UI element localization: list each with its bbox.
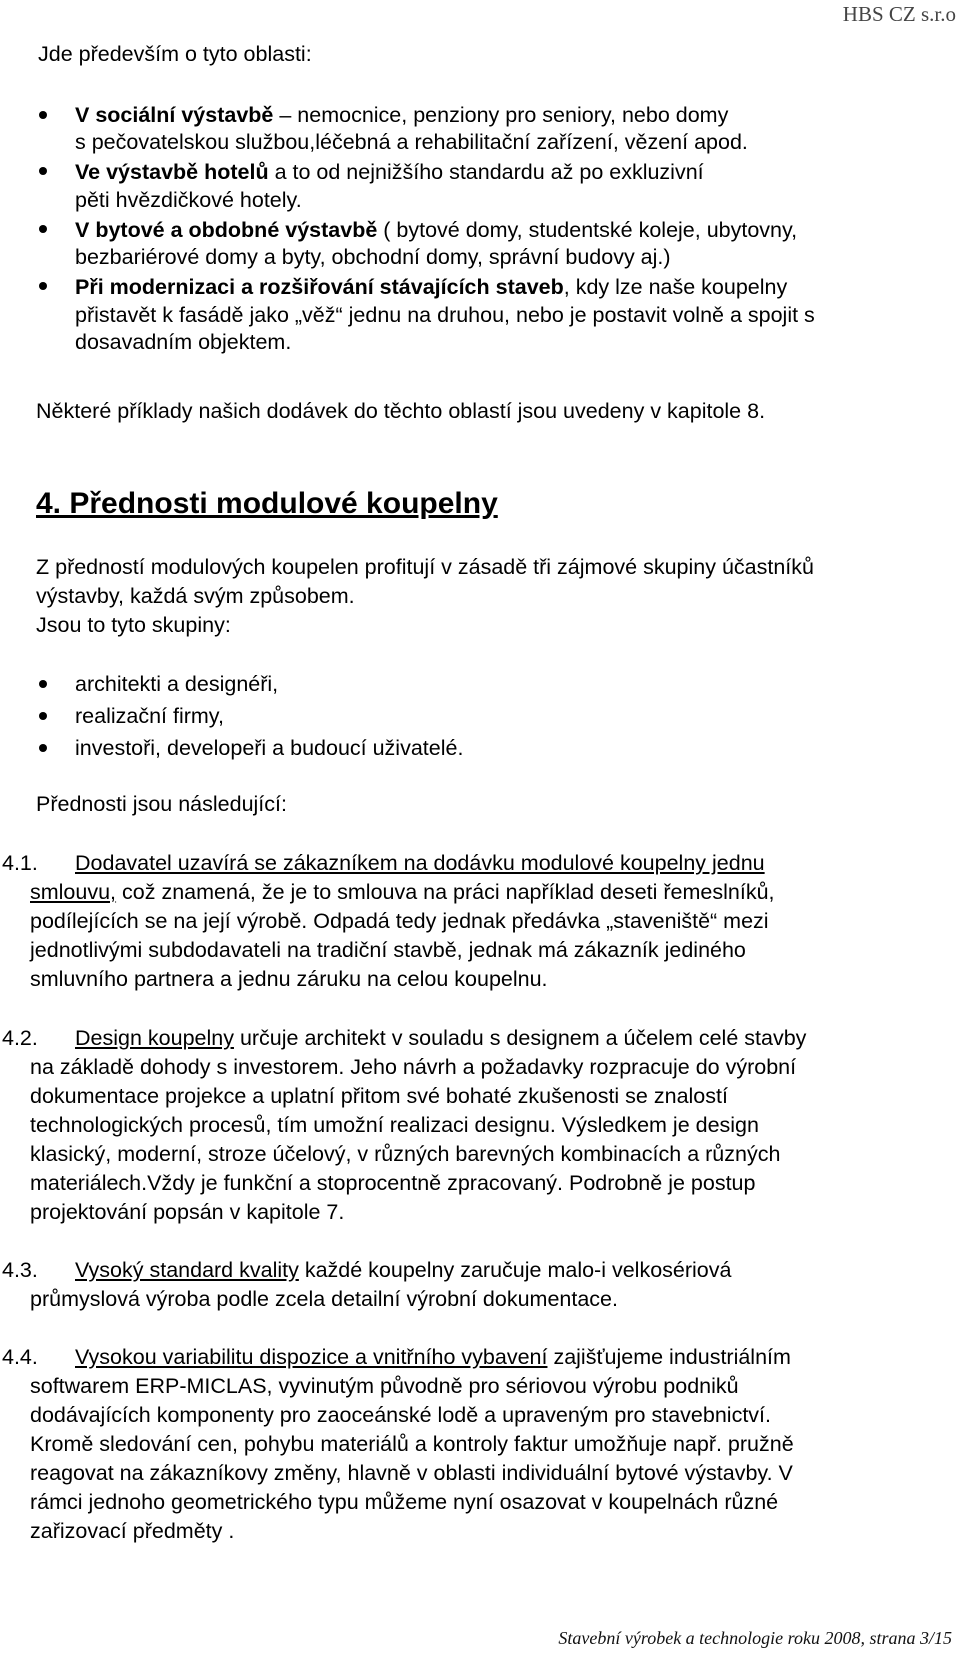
advantages-intro: Přednosti jsou následující:	[36, 792, 287, 816]
groups-intro-line3: Jsou to tyto skupiny:	[36, 613, 231, 637]
bullet-icon	[39, 744, 47, 752]
groups-intro-line2: výstavby, každá svým způsobem.	[36, 584, 355, 608]
item-4-4-line3: dodávajících komponenty pro zaoceánské lodě a upraveným pro stavebnictví.	[30, 1403, 771, 1427]
item-4-4-line1: Vysokou variabilitu dispozice a vnitřního vybavení zajišťujeme industriálním	[75, 1345, 791, 1369]
examples-note: Některé příklady našich dodávek do těchto oblastí jsou uvedeny v kapitole 8.	[36, 399, 766, 423]
item-number: 4.3.	[2, 1258, 38, 1282]
area-4-line2: přistavět k fasádě jako „věž“ jednu na druhou, nebo je postavit volně a spojit s	[75, 303, 815, 327]
item-4-1-line2: smlouvu, což znamená, že je to smlouva na práci například deseti řemeslníků,	[30, 880, 775, 904]
item-4-1-line5: smluvního partnera a jednu záruku na celou koupelnu.	[30, 967, 548, 991]
item-4-4-line6: rámci jednoho geometrického typu můžeme nyní osazovat v koupelnách různé	[30, 1490, 779, 1514]
group-item: architekti a designéři,	[75, 672, 279, 696]
item-4-2-line4: technologických procesů, tím umožní realizaci designu. Výsledkem je design	[30, 1113, 759, 1137]
group-item: realizační firmy,	[75, 704, 224, 728]
item-4-4-line4: Kromě sledování cen, pohybu materiálů a kontroly faktur umožňuje např. pružně	[30, 1432, 794, 1456]
bullet-icon	[39, 680, 47, 688]
intro-text: Jde především o tyto oblasti:	[38, 42, 312, 66]
item-4-4-line5: reagovat na zákazníkovy změny, hlavně v oblasti individuální bytové výstavby. V	[30, 1461, 793, 1485]
group-item: investoři, developeři a budoucí uživatelé.	[75, 736, 464, 760]
area-2-line2: pěti hvězdičkové hotely.	[75, 188, 302, 212]
area-1-line1: V sociální výstavbě – nemocnice, penziony pro seniory, nebo domy	[75, 103, 729, 127]
area-3-line2: bezbariérové domy a byty, obchodní domy, správní budovy aj.)	[75, 245, 671, 269]
item-4-3-line1: Vysoký standard kvality každé koupelny zaručuje malo-i velkosériová	[75, 1258, 732, 1282]
item-number: 4.4.	[2, 1345, 38, 1369]
bullet-icon	[39, 282, 47, 290]
bullet-icon	[39, 167, 47, 175]
footer-text: Stavební výrobek a technologie roku 2008, strana 3/15	[558, 1628, 952, 1648]
item-4-2-line6: materiálech.Vždy je funkční a stoprocentně zpracovaný. Podrobně je postup	[30, 1171, 756, 1195]
bullet-icon	[39, 712, 47, 720]
item-4-2-line5: klasický, moderní, stroze účelový, v různých barevných kombinacích a různých	[30, 1142, 781, 1166]
item-4-1-line4: jednotlivými subdodavateli na tradiční stavbě, jednak má zákazník jediného	[30, 938, 746, 962]
area-2-line1: Ve výstavbě hotelů a to od nejnižšího standardu až po exkluzivní	[75, 160, 704, 184]
item-number: 4.1.	[2, 851, 38, 875]
item-4-2-line7: projektování popsán v kapitole 7.	[30, 1200, 345, 1224]
area-4-line3: dosavadním objektem.	[75, 330, 292, 354]
header-company: HBS CZ s.r.o	[842, 2, 956, 26]
groups-intro-line1: Z předností modulových koupelen profitují v zásadě tři zájmové skupiny účastníků	[36, 555, 814, 579]
section-heading: 4. Přednosti modulové koupelny	[36, 487, 498, 520]
area-1-line2: s pečovatelskou službou,léčebná a rehabilitační zařízení, vězení apod.	[75, 130, 748, 154]
bullet-icon	[39, 111, 47, 119]
item-number: 4.2.	[2, 1026, 38, 1050]
item-4-3-line2: průmyslová výroba podle zcela detailní výrobní dokumentace.	[30, 1287, 618, 1311]
item-4-1-underlined: Dodavatel uzavírá se zákazníkem na dodávku modulové koupelny jednu	[75, 851, 765, 875]
item-4-4-line7: zařizovací předměty .	[30, 1519, 235, 1543]
bullet-icon	[39, 225, 47, 233]
item-4-2-line2: na základě dohody s investorem. Jeho návrh a požadavky rozpracuje do výrobní	[30, 1055, 797, 1079]
item-4-2-line1: Design koupelny určuje architekt v souladu s designem a účelem celé stavby	[75, 1026, 807, 1050]
item-4-4-line2: softwarem ERP-MICLAS, vyvinutým původně pro sériovou výrobu podniků	[30, 1374, 739, 1398]
item-4-1-line3: podílejících se na její výrobě. Odpadá tedy jednak předávka „staveniště“ mezi	[30, 909, 769, 933]
area-3-line1: V bytové a obdobné výstavbě ( bytové domy, studentské koleje, ubytovny,	[75, 218, 798, 242]
item-4-2-line3: dokumentace projekce a uplatní přitom své bohaté zkušenosti se znalostí	[30, 1084, 728, 1108]
area-4-line1: Při modernizaci a rozšiřování stávajících staveb, kdy lze naše koupelny	[75, 275, 788, 299]
